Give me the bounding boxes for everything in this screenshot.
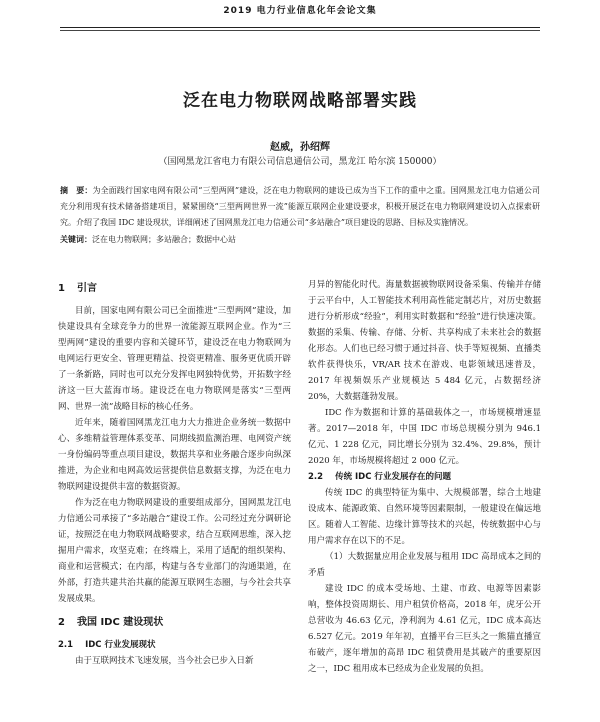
paragraph: 由于互联网技术飞速发展，当今社会已步入日新 (75, 656, 254, 666)
subsection-title: IDC 行业发展现状 (85, 640, 156, 650)
section-number: 2 (58, 617, 65, 628)
section-number: 1 (58, 283, 65, 294)
section-heading-2 (58, 615, 291, 631)
keywords-label: 关键词： (60, 235, 92, 244)
sub-subsection-heading: （1）大数据量应用企业发展与租用 IDC 高昂成本之间的矛盾 (308, 552, 541, 578)
paragraph: 作为泛在电力物联网建设的重要组成部分，国网黑龙江电力信通公司承接了“多站融合”建设工作。公司经过充分调研论证，按照泛在电力物联网战略要求，结合互联网思维，深入挖掘用户需求，攻坚克难；在终端上，采用了适配的组织架构、商业和运营模式；在内部，构建与各专业部门的沟通渠道，在外部，打造共建共治共赢的能源互联网生态圈，与今社会共享发展成果。 (58, 498, 291, 604)
paragraph: 传统 IDC 的典型特征为集中、大规模部署，综合土地建设成本、能源政策、自然环境等因素限制，一般建设在偏远地区。随着人工智能、边缘计算等技术的兴起，传统数据中心与用户需求存在以下的不足。 (308, 488, 541, 546)
abstract (60, 183, 540, 231)
abstract-label: 摘 要： (60, 186, 93, 195)
keywords-text: 泛在电力物联网；多站融合；数据中心站 (92, 235, 236, 244)
affiliation: （国网黑龙江省电力有限公司信息通信公司，黑龙江 哈尔滨 150000） (158, 157, 442, 167)
paragraph: 月异的智能化时代。海量数据被物联网设备采集、传输并存储于云平台中，人工智能技术利用高性能定制芯片，对历史数据进行分析形成“经验”，利用实时数据和“经验”进行快速决策。数据的采集、传输、存储、分析、共享构成了未来社会的数据化形态。人们也已经习惯于通过抖音、快手等短视频、直播类软件获得快乐，VR/AR 技术在游戏、电影领域迅速普及，2017 年视频娱乐产业规模达 5 484 亿元，占数据经济 20%，大数据蓬勃发展。 (308, 280, 541, 402)
authors: 赵威，孙绍辉 (270, 142, 330, 153)
paragraph: 目前，国家电网有限公司已全面推进“三型两网”建设，加快建设具有全球竞争力的世界一流能源互联网企业。作为“三型两网”建设的重要内容和关键环节，建设泛在电力物联网为电网运行更安全、管理更精益、投资更精准、服务更优质开辟了一条新路，同时也可以充分发挥电网独特优势，开拓数字经济这一巨大蓝海市场。建设泛在电力物联网是落实“三型两网、世界一流”战略目标的核心任务。 (58, 306, 291, 412)
left-column (58, 277, 291, 669)
header-rule-thin (60, 30, 540, 31)
right-column (308, 277, 541, 677)
paper-title: 泛在电力物联网战略部署实践 (183, 91, 417, 111)
subsection-title: 传统 IDC 行业发展存在的问题 (335, 472, 451, 482)
subsection-number: 2.2 (308, 472, 324, 482)
header-rule (60, 27, 540, 28)
abstract-block (60, 183, 540, 248)
keywords (60, 232, 540, 248)
subsection-heading-2-1 (58, 637, 291, 653)
running-header: 2019 电力行业信息化年会论文集 (223, 6, 377, 16)
section-title: 引言 (76, 283, 97, 294)
paragraph: 建设 IDC 的成本受场地、土建、市政、电源等因素影响，整体投资周期长、用户租赁价格高，2018 年，虎牙公开总营收为 46.63 亿元，净利润为 4.61 亿元，IDC 成本高达 6.527 亿元。2019 年年初，直播平台三巨头之一熊猫直播宣布破产，逐年增加的高昂 IDC 租赁费用是其破产的重要原因之一，IDC 租用成本已经成为企业发展的负担。 (308, 584, 541, 674)
section-heading-1 (58, 281, 291, 297)
paragraph: 近年来，随着国网黑龙江电力大力推进企业务统一数据中心、多维精益管理体系变革、同期线损监测治理、电网资产统一身份编码等重点项目建设，数据共享和业务融合逐步向纵深推进，为企业和电网高效运营提供信息数据支撑，为泛在电力物联网建设提供丰富的数据资源。 (58, 418, 291, 492)
section-title: 我国 IDC 建设现状 (76, 617, 164, 628)
subsection-number: 2.1 (58, 640, 74, 650)
paragraph: IDC 作为数据和计算的基础载体之一，市场规模增速显著。2017—2018 年，中国 IDC 市场总规模分别为 946.1 亿元、1 228 亿元，同比增长分别为 32.4%、29.8%，预计 2020 年，市场规模将超过 2 000 亿元。 (308, 408, 541, 466)
subsection-heading-2-2 (308, 469, 541, 485)
abstract-text: 为全面践行国家电网有限公司“三型两网”建设，泛在电力物联网的建设已成为当下工作的重中之重。国网黑龙江电力信通公司充分利用现有技术储备搭建项目，紧紧围绕“三型两网世界一流”能源互联网企业建设要求，积极开展泛在电力物联网建设切入点探索研究。介绍了我国 IDC 建设现状，详细阐述了国网黑龙江电力信通公司“多站融合”项目建设的思路、目标及实施情况。 (60, 186, 540, 227)
